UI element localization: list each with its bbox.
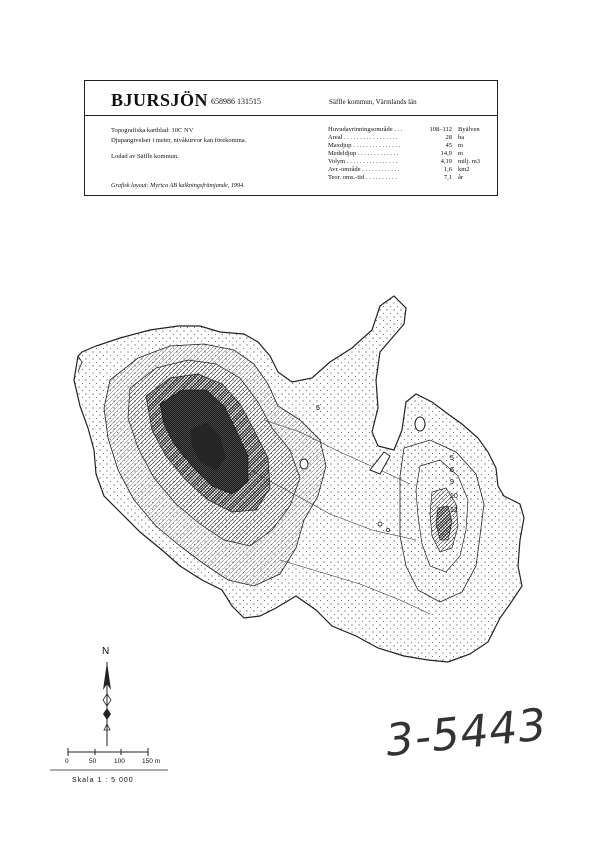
north-arrow-icon [103, 662, 111, 746]
stat-row: Teor. oms.-tid . . . . . . . . . . 7,1 år [328, 174, 464, 181]
depth-label: 10 [450, 493, 458, 500]
handwritten-archive-number: 3-5443 [383, 699, 550, 767]
depth-label: 9 [450, 479, 454, 486]
island [300, 459, 308, 469]
island [378, 522, 382, 526]
scale-tick-label: 50 [89, 758, 97, 765]
depth-label: 12 [450, 507, 458, 514]
stat-row: Maxdjup . . . . . . . . . . . . . . . 45 m [328, 142, 464, 149]
topographic-sheet-line: Topografiska kartblad: 10C NV [111, 127, 194, 134]
stat-row: Volym . . . . . . . . . . . . . . . . 4,19 milj. m3 [328, 158, 481, 165]
stat-row: Areal . . . . . . . . . . . . . . . . . 28 ha [328, 134, 465, 141]
layout-credits: Grafisk layout: Myrica AB kalkningsfrämjande, 1994. [111, 182, 245, 189]
stat-row: Medeldjup . . . . . . . . . . . . . 14,9 m [328, 150, 464, 157]
depth-label: 5 [450, 455, 454, 462]
scale-caption: Skala 1 : 5 000 [72, 777, 134, 784]
depth-label: 6 [450, 467, 454, 474]
scale-tick-label: 0 [65, 758, 69, 765]
stat-row: Huvudavrinningsområde . . . 108–112 Byälven [328, 126, 480, 133]
depth-label: 5 [316, 405, 320, 412]
lake-code: 658986 131515 [211, 97, 261, 106]
island [386, 528, 389, 531]
scale-tick-label: 100 [114, 758, 125, 765]
municipality-label: Säffle kommun, Värmlands län [329, 98, 417, 106]
island [415, 417, 425, 431]
north-label: N [102, 646, 110, 657]
survey-credit-line: Lodad av Säffle kommun. [111, 153, 179, 160]
depth-note-line: Djupangivelser i meter, nivåkurvor kan förekomma. [111, 136, 247, 144]
scale-tick-label: 150 m [142, 758, 161, 765]
lake-title: BJURSJÖN [111, 90, 209, 110]
stat-row: Avr.-område . . . . . . . . . . . . 1,6 km2 [328, 166, 470, 173]
